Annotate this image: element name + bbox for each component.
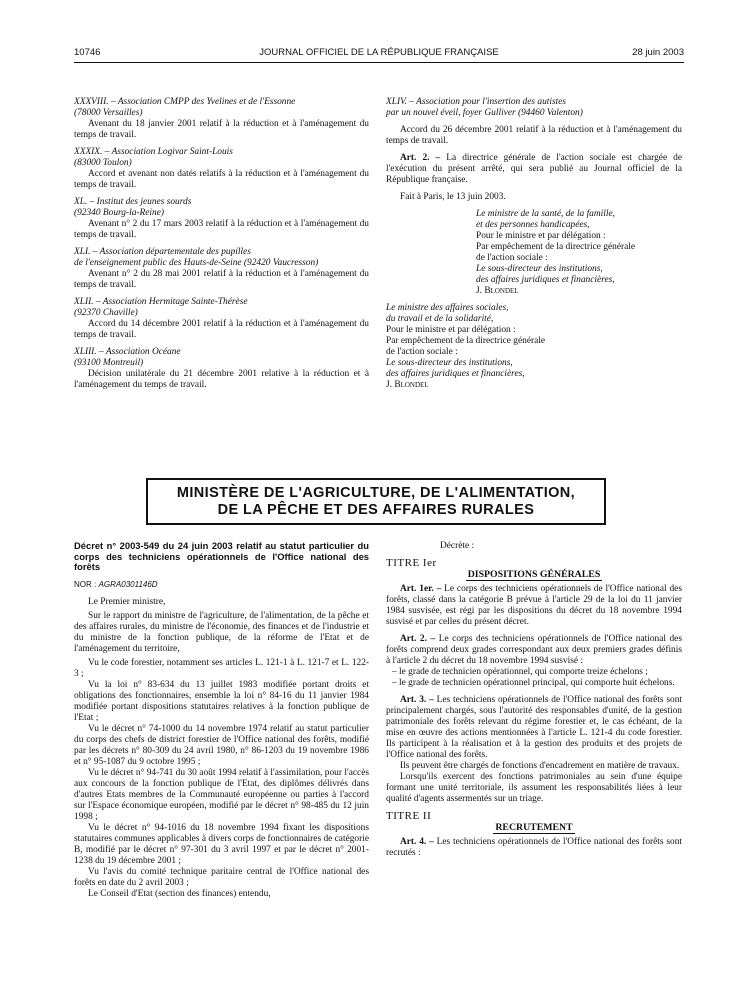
decree-preamble-column <box>74 541 369 900</box>
article-label: Art. 2. – <box>400 634 436 644</box>
signature-line: de l'action sociale : <box>476 253 548 263</box>
ministry-heading-box <box>146 478 606 525</box>
signature-line: et des personnes handicapées, <box>476 220 590 230</box>
signature-line: Par empêchement de la directrice générale <box>386 336 546 346</box>
section-subtitle: de l'enseignement public des Hauts-de-Seine (92420 Vaucresson) <box>74 258 319 268</box>
header-rule <box>74 62 684 63</box>
signature-line: des affaires juridiques et financières, <box>386 369 525 379</box>
decree-intro: Le Premier ministre, <box>88 596 166 607</box>
section-body: Accord du 14 décembre 2001 relatif à la réduction et à l'aménagement du temps de travail. <box>74 319 369 340</box>
section-title: XLII. – Association Hermitage Sainte-Thérèse <box>74 297 248 307</box>
section-title: XXXVIII. – Association CMPP des Yvelines et de l'Essonne <box>74 97 296 107</box>
titre-1: TITRE Ier <box>386 557 437 569</box>
section-title: XL. – Institut des jeunes sourds <box>74 197 192 207</box>
signature-block-2 <box>386 303 596 391</box>
article-text: Le corps des techniciens opérationnels de l'Office national des forêts comprend deux grades correspondant aux deux premiers grades définis à l'article 2 du décret du 18 novembre 1994 susvisé : <box>386 634 682 666</box>
signature-line: Pour le ministre et par délégation : <box>476 231 606 241</box>
signature-line: Le sous-directeur des institutions, <box>386 358 513 368</box>
decree-title: Décret n° 2003-549 du 24 juin 2003 relatif au statut particulier du corps des techniciens opérationnels de l'Office national des forêts <box>74 540 369 572</box>
titre-2: TITRE II <box>386 810 432 822</box>
section-subtitle: (78000 Versailles) <box>74 108 143 118</box>
section-subtitle: par un nouvel éveil, foyer Gulliver (94460 Valenton) <box>386 108 583 118</box>
article-label: Art. 3. – <box>400 695 434 705</box>
signatory-name: J. Blondel <box>476 286 519 296</box>
page-header <box>74 47 684 61</box>
preamble-paragraph: Vu l'avis du comité technique paritaire central de l'Office national des forêts en date du 2 avril 2003 ; <box>74 866 369 888</box>
article-paragraph: Lorsqu'ils exercent des fonctions patrimoniales au sein d'une équipe formant une unité territoriale, ils assument les responsabilités liées à leur qualité d'agents assermentés sur un triage. <box>386 772 682 804</box>
article-paragraph: Ils peuvent être chargés de fonctions d'encadrement en matière de travaux. <box>400 761 680 771</box>
preamble-paragraph: Le Conseil d'Etat (section des finances) entendu, <box>88 888 271 899</box>
signature-line: Pour le ministre et par délégation : <box>386 325 516 335</box>
section-body: Accord du 26 décembre 2001 relatif à la réduction et à l'aménagement du temps de travail. <box>386 125 682 146</box>
article-text: La directrice générale de l'action sociale est chargée de l'exécution du présent arrêté, qui sera publié au Journal officiel de la République française. <box>386 153 683 185</box>
signature-line: Le sous-directeur des institutions, <box>476 264 603 274</box>
decree-decrete: Décrète : <box>440 541 475 551</box>
article-label: Art. 1er. – <box>400 584 442 594</box>
grade-item: – le grade de technicien opérationnel, qui comporte treize échelons ; <box>392 667 648 677</box>
ministry-line-2: DE LA PÊCHE ET DES AFFAIRES RURALES <box>217 501 535 518</box>
page-number: 10746 <box>74 47 101 58</box>
article-text: Les techniciens opérationnels de l'Office national des forêts sont principalement chargés, sous l'autorité des responsables d'unité, de la gestion patrimoniale des forêts relevant du régime forestier et, le cas échéant, de la mise en œuvre des actions mentionnées à l'article L. 121-4 du code forestier. Ils participent à la réalisation et à la gestion des produits et des projets de l'Office national des forêts. <box>386 695 683 760</box>
section-subtitle: (83000 Toulon) <box>74 158 132 168</box>
signature-line: Par empêchement de la directrice générale <box>476 242 636 252</box>
titre-2-heading: RECRUTEMENT <box>495 822 573 833</box>
section-title: XLIII. – Association Océane <box>74 347 181 357</box>
signature-place-date: Fait à Paris, le 13 juin 2003. <box>400 192 506 202</box>
grade-item: – le grade de technicien opérationnel principal, qui comporte huit échelons. <box>392 678 675 688</box>
nor-label: NOR : <box>74 579 97 589</box>
section-subtitle: (92340 Bourg-la-Reine) <box>74 208 164 218</box>
section-body: Avenant du 18 janvier 2001 relatif à la réduction et à l'aménagement du temps de travail. <box>74 119 369 140</box>
article-text: Le corps des techniciens opérationnels de l'Office national des forêts, classé dans la catégorie B prévue à l'article 29 de la loi du 11 janvier 1984 susvisée, est régi par les dispositions du décret du 18 novembre 1994 susvisé et par celles du présent décret. <box>386 584 682 627</box>
preamble-paragraph: Vu le décret n° 74-1000 du 14 novembre 1974 relatif au statut particulier du corps des chefs de district forestier de l'Office national des forêts, modifié par les décrets n° 80-309 du 24 avril 1980, n° 86-1203 du 19 novembre 1986 et n° 95-1087 du 9 octobre 1995 ; <box>74 723 369 767</box>
signature-line: de l'action sociale : <box>386 347 458 357</box>
section-body: Accord et avenant non datés relatifs à la réduction et à l'aménagement du temps de travail. <box>74 169 369 190</box>
article-text: Les techniciens opérationnels de l'Office national des forêts sont recrutés : <box>386 837 683 858</box>
signature-line: Le ministre des affaires sociales, <box>386 303 509 313</box>
article-label: Art. 2. – <box>400 153 441 163</box>
section-title: XLIV. – Association pour l'insertion des autistes <box>386 97 567 107</box>
preamble-paragraph: Vu la loi n° 83-634 du 13 juillet 1983 modifiée portant droits et obligations des fonctionnaires, ensemble la loi n° 84-16 du 11 janvier 1984 modifiée portant dispositions statutaires relatives à la fonction publique de l'Etat ; <box>74 679 369 723</box>
issue-date: 28 juin 2003 <box>632 47 684 58</box>
preamble-paragraph: Vu le décret n° 94-1016 du 18 novembre 1994 fixant les dispositions statutaires communes applicables à divers corps de fonctionnaires de catégorie B, modifié par le décret n° 97-301 du 3 avril 1997 et par le décret n° 2001-1238 du 19 décembre 2001 ; <box>74 822 369 866</box>
signature-line: du travail et de la solidarité, <box>386 314 494 324</box>
section-body: Avenant n° 2 du 28 mai 2001 relatif à la réduction et à l'aménagement du temps de travail. <box>74 269 369 290</box>
preamble-paragraph: Vu le décret n° 94-741 du 30 août 1994 relatif à l'assimilation, pour l'accès aux concours de la fonction publique de l'Etat, des diplômes délivrés dans d'autres Etats membres de la Communauté européenne ou parties à l'accord sur l'Espace économique européen, modifié par le décret n° 98-485 du 12 juin 1998 ; <box>74 767 369 822</box>
decree-articles-column <box>386 541 682 859</box>
article-label: Art. 4. – <box>400 837 434 847</box>
journal-title: JOURNAL OFFICIEL DE LA RÉPUBLIQUE FRANÇAISE <box>259 47 499 58</box>
signature-line: des affaires juridiques et financières, <box>476 275 615 285</box>
right-top-column <box>386 97 682 391</box>
signature-line: Le ministre de la santé, de la famille, <box>476 209 615 219</box>
section-title: XXXIX. – Association Logivar Saint-Louis <box>74 147 233 157</box>
titre-1-heading: DISPOSITIONS GÉNÉRALES <box>467 569 601 580</box>
section-title: XLI. – Association départementale des pupilles <box>74 247 251 257</box>
ministry-line-1: MINISTÈRE DE L'AGRICULTURE, DE L'ALIMENTATION, <box>176 484 576 501</box>
nor-value: AGRA0301146D <box>98 579 158 589</box>
section-subtitle: (92370 Chaville) <box>74 308 138 318</box>
section-subtitle: (93100 Montreuil) <box>74 358 144 368</box>
signature-block-1 <box>386 209 682 297</box>
left-top-column <box>74 97 369 391</box>
section-body: Avenant n° 2 du 17 mars 2003 relatif à la réduction et à l'aménagement du temps de travail. <box>74 219 369 240</box>
preamble-paragraph: Vu le code forestier, notamment ses articles L. 121-1 à L. 121-7 et L. 122-3 ; <box>74 657 369 679</box>
preamble-paragraph: Sur le rapport du ministre de l'agriculture, de l'alimentation, de la pêche et des affaires rurales, du ministre de l'économie, des finances et de l'industrie et du ministre de la fonction publique, de la réforme de l'Etat et de l'aménagement du territoire, <box>74 610 369 654</box>
signatory-name: J. Blondel <box>386 380 429 390</box>
section-body: Décision unilatérale du 21 décembre 2001 relative à la réduction et à l'aménagement du temps de travail. <box>74 369 369 390</box>
